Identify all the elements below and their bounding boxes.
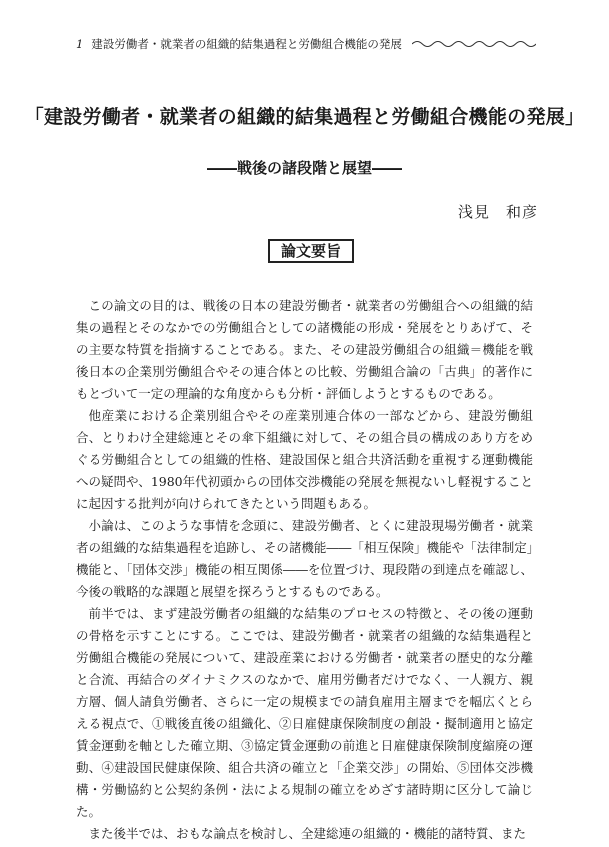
abstract-paragraph: 小論は、このような事情を念頭に、建設労働者、とくに建設現場労働者・就業者の組織的な結集過程を追跡し、その諸機能――「相互保険」機能や「法律制定」機能と、「団体交渉」機能の相互関係――を位置づけ、現段階の到達点を確認し、今後の戦略的な課題と展望を探ろうとするものである。 [76,518,533,599]
page-number: 1 [76,37,84,51]
abstract-paragraph: また後半では、おもな論点を検討し、全建総連の組織的・機能的諸特質、また [88,826,527,841]
abstract-paragraph: 前半では、まず建設労働者の組織的な結集のプロセスの特徴と、その後の運動の骨格を示すことにする。ここでは、建設労働者・就業者の組織的な結集過程と労働組合機能の発展について、建設産業における労働者・就業者の歴史的な分離と合流、再結合のダイナミクスのなかで、雇用労働者だけでなく、一人親方、親方層、個人請負労働者、さらに一定の規模までの請負雇用主層までを幅広くとらえる視点で、①戦後直後の組織化、②日雇健康保険制度の創設・擬制適用と協定賃金運動を軸とした確立期、③協定賃金運動の前進と日雇健康保険制度縮廃の運動、④建設国民健康保険、組合共済の確立と「企業交渉」の開始、⑤団体交渉機構・労働協約と公契約条例・法による規制の確立をめざす諸時期に区分して論じた。 [76,606,533,819]
abstract-paragraph: 他産業における企業別組合やその産業別連合体の一部などから、建設労働組合、とりわけ全建総連とその傘下組織に対して、その組合員の構成のあり方をめぐる労働組合としての組織的性格、建設国保と組合共済活動を重視する運動機能への疑問や、1980年代初頭からの団体交渉機能の発展を無視ないし軽視することに起因する批判が向けられてきたという問題もある。 [76,408,533,511]
wave-ornament [412,39,536,49]
paper-subtitle: ――戦後の諸段階と展望―― [206,159,402,177]
abstract-paragraph: この論文の目的は、戦後の日本の建設労働者・就業者の労働組合への組織的結集の過程とそのなかでの労働組合としての諸機能の形成・発展をとりあげて、その主要な特質を指摘することである。また、その建設労働組合の組織＝機能を戦後日本の企業別労働組合やその連合体との比較、労働組合論の「古典」的著作にもとづいて一定の理論的な角度からも分析・評価しようとするものである。 [76,298,533,401]
abstract-label: 論文要旨 [268,239,354,263]
abstract-body [76,295,533,845]
author-name: 浅見 和彦 [457,203,538,221]
paper-title: 「建設労働者・就業者の組織的結集過程と労働組合機能の発展」 [24,106,585,128]
running-header-text: 建設労働者・就業者の組織的結集過程と労働組合機能の発展 [91,37,402,51]
running-header [76,36,536,52]
